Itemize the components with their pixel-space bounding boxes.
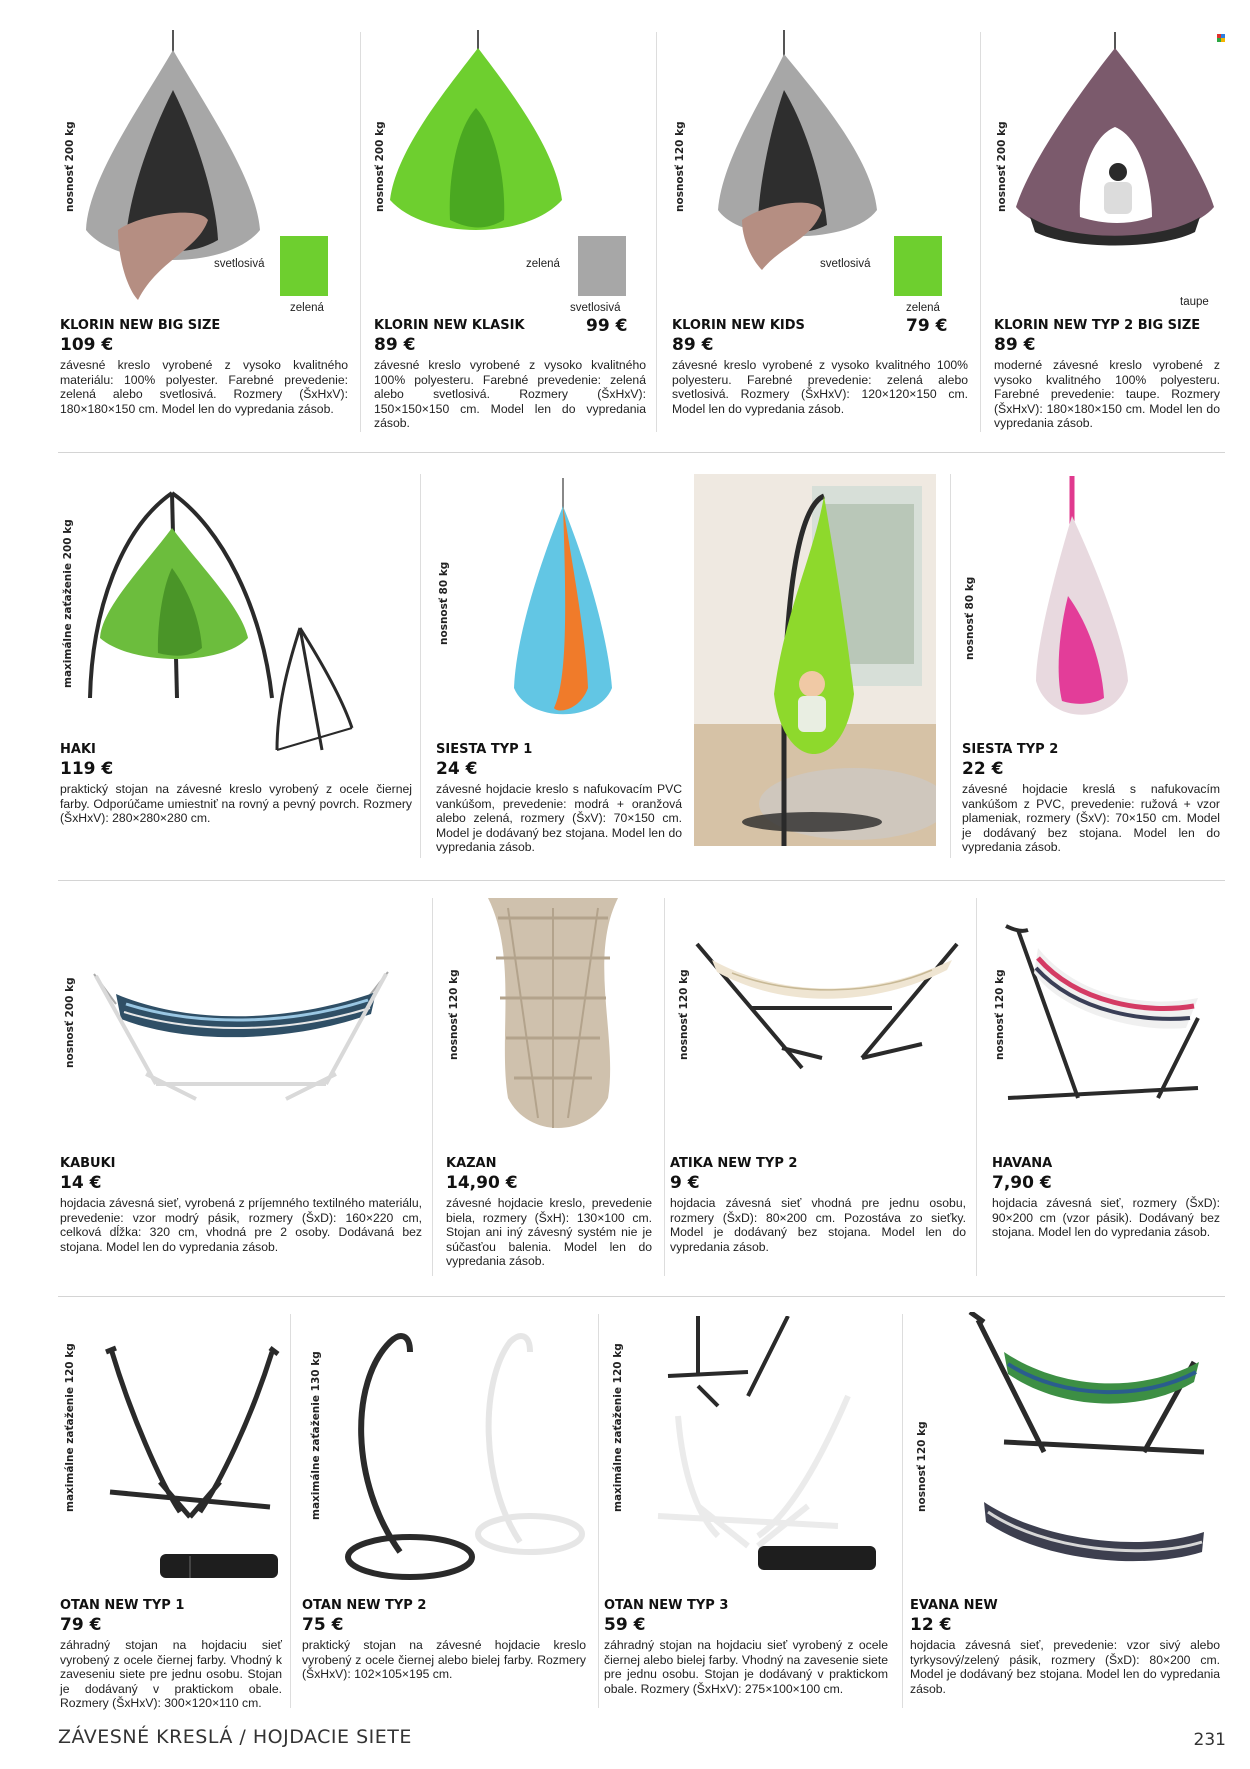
load-capacity-label: maximálne zaťaženie 200 kg: [62, 519, 74, 688]
product-name: OTAN NEW TYP 2: [302, 1598, 427, 1613]
lifestyle-photo-image: [694, 474, 936, 846]
hanging-cocoon-chair-icon: [712, 30, 882, 270]
product-price: 89 €: [994, 335, 1036, 355]
product-name: OTAN NEW TYP 3: [604, 1598, 729, 1613]
column-divider: [950, 474, 951, 858]
product-description: praktický stojan na závesné hojdacie kreslo vyrobený z ocele čiernej alebo bielej farby. Rozmery (ŠxHxV): 102×105×195 cm.: [302, 1638, 586, 1682]
tripod-stand-icon: [82, 488, 402, 756]
column-divider: [976, 898, 977, 1276]
hammock-icon: [86, 964, 396, 1114]
product-name: SIESTA TYP 2: [962, 742, 1059, 757]
product-description: závesné kreslo vyrobené z vysoko kvalitného 100% polyesteru. Farebné prevedenie: zelená alebo svetlosivá. Rozmery (ŠxHxV): 150×150×150 cm. Model len do vypredania zásob.: [374, 358, 646, 431]
product-price: 99 €: [586, 316, 628, 336]
product-price: 14,90 €: [446, 1173, 518, 1193]
load-capacity-label: nosnosť 200 kg: [374, 121, 386, 212]
section-divider: [58, 1296, 1225, 1297]
swatch-label: zelená: [906, 302, 940, 314]
load-capacity-label: nosnosť 120 kg: [448, 969, 460, 1060]
swatch-label: taupe: [1180, 296, 1209, 308]
hammock-icon: [998, 918, 1208, 1108]
load-capacity-label: nosnosť 200 kg: [64, 121, 76, 212]
column-divider: [664, 898, 665, 1276]
column-divider: [360, 32, 361, 432]
column-divider: [598, 1314, 599, 1708]
product-name: KABUKI: [60, 1156, 116, 1171]
product-price: 109 €: [60, 335, 114, 355]
product-price: 59 €: [604, 1615, 646, 1635]
column-divider: [432, 898, 433, 1276]
hammock-stand-icon: [638, 1316, 888, 1576]
chair-stand-icon: [330, 1322, 590, 1582]
load-capacity-label: nosnosť 120 kg: [678, 969, 690, 1060]
pod-swing-icon: [508, 478, 618, 730]
product-description: závesné kreslo vyrobené z vysoko kvalitného 100% polyesteru. Farebné prevedenie: zelená alebo svetlosivá. Rozmery (ŠxHxV): 120×120×150 cm. Model len do vypredania zásob.: [672, 358, 968, 416]
load-capacity-label: nosnosť 80 kg: [438, 561, 450, 645]
product-description: hojdacia závesná sieť, prevedenie: vzor sivý alebo tyrkysový/zelený pásik, rozmery (ŠxD): 80×200 cm. Model je dodávaný bez stojana. Model len do vypredania zásob.: [910, 1638, 1220, 1696]
product-description: záhradný stojan na hojdaciu sieť vyrobený z ocele čiernej farby. Vhodný k zaveseniu siete pre jednu osobu. Stojan je dodávaný v praktickom obale. Rozmery (ŠxHxV): 300×120×110 cm.: [60, 1638, 282, 1711]
section-divider: [58, 880, 1225, 881]
product-description: závesné hojdacie kreslá s nafukovacím vankúšom z PVC, prevedenie: ružová + vzor plameniak, rozmery (ŠxV): 70×150 cm. Model je dodávaný bez stojana. Model len do vypredania zásob.: [962, 782, 1220, 855]
load-capacity-label: nosnosť 80 kg: [964, 576, 976, 660]
swatch-label: svetlosivá: [214, 258, 265, 270]
product-price: 14 €: [60, 1173, 102, 1193]
product-description: závesné kreslo vyrobené z vysoko kvalitného materiálu: 100% polyester. Farebné prevedenie: zelená alebo svetlosivá. Rozmery (ŠxHxV): 180×180×150 cm. Model len do vypredania zásob.: [60, 358, 348, 416]
product-name: HAKI: [60, 742, 96, 757]
rope-chair-icon: [478, 898, 628, 1148]
hanging-cocoon-chair-icon: [1010, 32, 1220, 247]
load-capacity-label: maximálne zaťaženie 130 kg: [310, 1351, 322, 1520]
product-price: 9 €: [670, 1173, 700, 1193]
product-price: 75 €: [302, 1615, 344, 1635]
product-price: 7,90 €: [992, 1173, 1052, 1193]
product-description: závesné hojdacie kreslo, prevedenie biela, rozmery (ŠxH): 130×100 cm. Stojan ani iný závesný systém nie je súčasťou balenia. Model len do vypredania zásob.: [446, 1196, 652, 1269]
product-description: moderné závesné kreslo vyrobené z vysoko kvalitného 100% polyesteru. Farebné prevedenie: taupe. Rozmery (ŠxHxV): 180×180×150 cm. Model len do vypredania zásob.: [994, 358, 1220, 431]
color-swatch-grey: [578, 236, 626, 296]
product-name: HAVANA: [992, 1156, 1053, 1171]
product-description: záhradný stojan na hojdaciu sieť vyrobený z ocele čiernej alebo bielej farby. Vhodný na zavesenie siete pre jednu osobu. Stojan je dodávaný v praktickom obale. Rozmery (ŠxHxV): 275×100×100 cm.: [604, 1638, 888, 1696]
product-description: hojdacia závesná sieť vhodná pre jednu osobu, rozmery (ŠxD): 80×200 cm. Pozostáva zo sieťky. Model je dodávaný bez stojana. Model len do vypredania zásob.: [670, 1196, 966, 1254]
section-title: ZÁVESNÉ KRESLÁ / HOJDACIE SIETE: [58, 1726, 412, 1748]
column-divider: [290, 1314, 291, 1708]
column-divider: [656, 32, 657, 432]
hammock-icon: [964, 1312, 1214, 1572]
load-capacity-label: maximálne zaťaženie 120 kg: [64, 1343, 76, 1512]
product-name: KLORIN NEW KIDS: [672, 318, 805, 333]
product-description: závesné hojdacie kreslo s nafukovacím PVC vankúšom, prevedenie: modrá + oranžová alebo zelená, rozmery (ŠxV): 70×150 cm. Model je dodávaný bez stojana. Model len do vypredania zásob.: [436, 782, 682, 855]
load-capacity-label: nosnosť 200 kg: [64, 977, 76, 1068]
product-price: 12 €: [910, 1615, 952, 1635]
swatch-label: zelená: [526, 258, 560, 270]
product-price: 89 €: [672, 335, 714, 355]
product-name: EVANA NEW: [910, 1598, 998, 1613]
product-description: hojdacia závesná sieť, vyrobená z príjemného textilného materiálu, prevedenie: vzor modrý pásik, rozmery (ŠxD): 160×220 cm, celková dĺžka: 320 cm, vhodná pre 2 osoby. Dodávaná bez stojana. Model len do vypredania zásob.: [60, 1196, 422, 1254]
swatch-label: svetlosivá: [820, 258, 871, 270]
load-capacity-label: nosnosť 120 kg: [916, 1421, 928, 1512]
load-capacity-label: nosnosť 120 kg: [994, 969, 1006, 1060]
product-description: hojdacia závesná sieť, rozmery (ŠxD): 90×200 cm (vzor pásik). Dodávaný bez stojana. Model len do vypredania zásob.: [992, 1196, 1220, 1240]
swatch-label: svetlosivá: [570, 302, 621, 314]
product-price: 79 €: [906, 316, 948, 336]
product-name: OTAN NEW TYP 1: [60, 1598, 185, 1613]
load-capacity-label: nosnosť 200 kg: [996, 121, 1008, 212]
product-price: 22 €: [962, 759, 1004, 779]
load-capacity-label: nosnosť 120 kg: [674, 121, 686, 212]
pod-swing-icon: [1032, 476, 1132, 736]
color-swatch-green: [894, 236, 942, 296]
product-name: ATIKA NEW TYP 2: [670, 1156, 798, 1171]
product-price: 24 €: [436, 759, 478, 779]
hammock-stand-icon: [100, 1342, 280, 1592]
product-price: 79 €: [60, 1615, 102, 1635]
section-divider: [58, 452, 1225, 453]
product-price: 89 €: [374, 335, 416, 355]
hammock-icon: [692, 938, 962, 1078]
product-name: KLORIN NEW KLASIK: [374, 318, 525, 333]
column-divider: [902, 1314, 903, 1708]
product-name: KAZAN: [446, 1156, 497, 1171]
product-name: KLORIN NEW BIG SIZE: [60, 318, 221, 333]
product-description: praktický stojan na závesné kreslo vyrobený z ocele čiernej farby. Odporúčame umiestniť na rovný a pevný povrch. Rozmery (ŠxHxV): 280×280×280 cm.: [60, 782, 412, 826]
load-capacity-label: maximálne zaťaženie 120 kg: [612, 1343, 624, 1512]
column-divider: [420, 474, 421, 858]
product-price: 119 €: [60, 759, 114, 779]
column-divider: [980, 32, 981, 432]
swatch-label: zelená: [290, 302, 324, 314]
page-number: 231: [1193, 1730, 1226, 1750]
product-name: KLORIN NEW TYP 2 BIG SIZE: [994, 318, 1201, 333]
product-name: SIESTA TYP 1: [436, 742, 533, 757]
hanging-cocoon-chair-icon: [386, 30, 566, 250]
color-swatch-green: [280, 236, 328, 296]
